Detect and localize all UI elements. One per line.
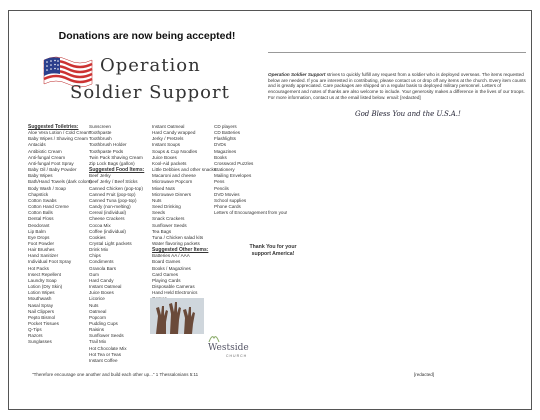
list-item: Antacids bbox=[28, 142, 46, 148]
list-item: Books / Magazines bbox=[152, 265, 191, 271]
list-item: Beef Jerky / Beef Sticks bbox=[89, 179, 138, 185]
list-item: Raisins bbox=[89, 327, 105, 333]
list-item: Lip Balm bbox=[28, 228, 46, 234]
list-item: Nail Clippers bbox=[28, 308, 55, 314]
list-item: Pens bbox=[214, 179, 225, 185]
church-subtitle: CHURCH bbox=[226, 354, 248, 358]
list-item: Water flavoring packets bbox=[152, 240, 200, 246]
list-item: Popcorn bbox=[89, 314, 107, 320]
list-item: CD Batteries bbox=[214, 130, 241, 136]
list-item: Nasal Spray bbox=[28, 302, 54, 308]
list-item: Pencils bbox=[214, 185, 229, 191]
list-item: Baby Oil / Baby Powder bbox=[28, 167, 77, 173]
list-item: Zip Lock Bags (gallon) bbox=[89, 160, 135, 166]
list-item: Granola Bars bbox=[89, 265, 117, 271]
list-item: Toothbrush Holder bbox=[89, 142, 127, 148]
list-item: Magazines bbox=[214, 148, 237, 154]
list-item: Letters of Encouragement from you! bbox=[214, 210, 288, 216]
list-item: Nuts bbox=[89, 302, 99, 308]
list-item: Little Debbies and other snacks bbox=[152, 167, 217, 173]
list-item: Gum bbox=[89, 271, 99, 277]
list-item: Microwave Popcorn bbox=[152, 179, 193, 185]
list-item: Hard Candy wrapped bbox=[152, 130, 196, 136]
list-item: Pocket Tissues bbox=[28, 321, 59, 326]
list-item: Hair Brushes bbox=[28, 247, 55, 253]
list-item: Tea Bags bbox=[152, 228, 172, 234]
list-item: Crossword Puzzles bbox=[214, 160, 254, 166]
list-item: Phone Cards bbox=[214, 204, 241, 210]
list-item: Flashlights bbox=[214, 136, 236, 142]
list-item: Mailing Envelopes bbox=[214, 173, 252, 179]
list-item: Canned Tuna (pop-top) bbox=[89, 197, 137, 203]
list-item: Canned Chicken (pop-top) bbox=[89, 185, 143, 191]
list-item: Mouthwash bbox=[28, 296, 52, 302]
list-item: Toothpaste Pods bbox=[89, 148, 124, 154]
list-item: Disposable Cameras bbox=[152, 284, 195, 290]
list-item: Snack Crackers bbox=[152, 216, 185, 222]
list-item: DVD Movies bbox=[214, 191, 240, 197]
list-item: Toothbrush bbox=[89, 136, 112, 142]
list-item: Instant Oatmeal bbox=[152, 124, 185, 129]
list-item: Hot Packs bbox=[28, 265, 49, 271]
list-item: Juice Boxes bbox=[152, 154, 177, 160]
list-item: Trail Mix bbox=[89, 339, 107, 345]
food-heading: Suggested Food Items: bbox=[89, 167, 145, 174]
list-item: Dental Floss bbox=[28, 216, 54, 222]
list-item: Deodorant bbox=[28, 222, 50, 228]
list-item: Cotton Balls bbox=[28, 210, 53, 216]
list-item: Anti-fungal Foot Spray bbox=[28, 160, 74, 166]
list-item: Instant Soups bbox=[152, 142, 181, 148]
brand-title-line1: Operation bbox=[100, 55, 201, 76]
list-item: Lotion (Dry Skin) bbox=[28, 284, 63, 290]
list-item: Canned Fruit (pop-top) bbox=[89, 191, 136, 197]
list-item: Body Wash / Soap bbox=[28, 185, 66, 191]
thank-you-note: Thank You for your support America! bbox=[249, 244, 297, 257]
intro-body: strives to quickly fulfill any request from a soldier who is deployed overseas. The items requested below are needed. If you are interested in contributing, please contact us or drop off any items at the church. Every item counts and is greatly appreciated. Care packages are shipped on a regular basis to deployed military personnel. Letters of encouragement and notes of thanks are also welcome to include. Your generosity makes a difference in the lives of our troops. For more information, contact us at the email listed below. bbox=[268, 72, 526, 100]
list-item: Cocoa Mix bbox=[89, 222, 111, 228]
list-item: Seeds bbox=[152, 210, 166, 216]
list-item: Anti-fungal Cream bbox=[28, 154, 66, 160]
list-item: Cotton Swabs bbox=[28, 197, 57, 203]
list-item: Sunglasses bbox=[28, 339, 52, 345]
list-item: DVDs bbox=[214, 142, 226, 148]
church-logo-icon bbox=[208, 333, 220, 343]
list-item: Card Games bbox=[152, 271, 179, 277]
list-item: Board Games bbox=[152, 259, 181, 265]
list-item: Sunflower Seeds bbox=[89, 333, 124, 339]
intro-email: email: [redacted] bbox=[386, 94, 421, 100]
list-item: Twin Pack Shaving Cream bbox=[89, 154, 143, 160]
list-item: Beef Jerky bbox=[89, 173, 111, 179]
list-item: Jerky / Pretzels bbox=[152, 136, 184, 142]
list-item: Instant Oatmeal bbox=[89, 284, 122, 290]
list-item: Hand Held Electronics bbox=[152, 290, 198, 296]
list-item: Playing Cards bbox=[152, 277, 181, 283]
list-item: Chapstick bbox=[28, 191, 49, 197]
list-item: Cereal (individual) bbox=[89, 210, 127, 216]
misc-column bbox=[152, 124, 216, 309]
list-item: Cheese Crackers bbox=[89, 216, 125, 222]
list-item: Microwave Dinners bbox=[152, 191, 192, 197]
list-item: Candy (non-melting) bbox=[89, 204, 131, 210]
list-item: Coffee (individual) bbox=[89, 228, 126, 234]
list-item: Oatmeal bbox=[89, 308, 107, 314]
list-item: Foot Powder bbox=[28, 240, 55, 246]
list-item: Cotton Hand Creme bbox=[28, 204, 69, 210]
church-name: Westside bbox=[208, 343, 249, 353]
list-item: Seed Drinking bbox=[152, 204, 181, 210]
list-item: Hot Chocolate Mix bbox=[89, 345, 127, 351]
list-item: Kool-Aid packets bbox=[152, 160, 187, 166]
list-item: Lotion Wipes bbox=[28, 290, 55, 296]
list-item: Insect Repellent bbox=[28, 271, 61, 277]
list-item: Licorice bbox=[89, 296, 105, 302]
list-item: Mixed Nuts bbox=[152, 185, 175, 191]
list-item: Hot Tea or Teas bbox=[89, 351, 122, 357]
list-item: Aloe Vera Lotion / Cold Cream bbox=[28, 130, 91, 136]
footer-quote: "Therefore encourage one another and build each other up..." 1 Thessalonians 5:11 bbox=[32, 372, 199, 377]
list-item: Hard Candy bbox=[89, 277, 114, 283]
list-item: Soups & Cup Noodles bbox=[152, 148, 198, 154]
list-item: CD players bbox=[214, 124, 237, 129]
list-item: Nuts bbox=[152, 197, 162, 203]
footer-email: [redacted] bbox=[414, 372, 435, 377]
list-item: Hand Sanitizer bbox=[28, 253, 59, 259]
list-item: Bath/Hand Towels (dark colors) bbox=[28, 179, 92, 185]
list-item: Toothpaste bbox=[89, 130, 112, 136]
list-item: Q-Tips bbox=[28, 327, 42, 333]
closing-blessing: God Bless You and the U.S.A.! bbox=[355, 110, 461, 118]
toiletries-column bbox=[28, 124, 92, 346]
list-item: Cookies bbox=[89, 234, 106, 240]
list-item: Pepto Bismol bbox=[28, 314, 56, 320]
intro-lead: Operation Soldier Support bbox=[268, 72, 326, 77]
list-item: Chips bbox=[89, 253, 101, 259]
list-item: Condiments bbox=[89, 259, 114, 265]
food-column bbox=[89, 124, 144, 364]
list-item: Baby Wipes bbox=[28, 173, 53, 179]
list-item: Razors bbox=[28, 333, 43, 339]
raised-hands-image bbox=[150, 298, 204, 334]
donation-banner: Donations are now being accepted! bbox=[58, 30, 236, 42]
list-item: Antibiotic Cream bbox=[28, 148, 62, 154]
list-item: Sunscreen bbox=[89, 124, 111, 129]
list-item: Tuna / Chicken salad kits bbox=[152, 234, 204, 240]
list-item: Sunflower Seeds bbox=[152, 222, 187, 228]
other-items-heading: Suggested Other Items: bbox=[152, 247, 209, 254]
list-item: Stationery bbox=[214, 167, 235, 173]
list-item: School supplies bbox=[214, 197, 247, 203]
list-item: Eye Drops bbox=[28, 234, 50, 240]
list-item: Individual Foot Spray bbox=[28, 259, 72, 265]
extra-column bbox=[214, 124, 287, 216]
list-item: Pudding Cups bbox=[89, 321, 118, 326]
divider bbox=[268, 52, 526, 53]
list-item: Laundry Soap bbox=[28, 277, 57, 283]
list-item: Crystal Light packets bbox=[89, 240, 132, 246]
list-item: Macaroni and cheese bbox=[152, 173, 196, 179]
brand-title-line2: Soldier Support bbox=[70, 82, 230, 103]
list-item: Drink Mix bbox=[89, 247, 109, 253]
list-item: Batteries AA / AAA bbox=[152, 253, 190, 259]
intro-paragraph bbox=[268, 72, 526, 101]
list-item: Juice Boxes bbox=[89, 290, 114, 296]
list-item: Baby Wipes / Shaving Cream bbox=[28, 136, 88, 142]
list-item: Books bbox=[214, 154, 227, 160]
toiletries-heading: Suggested Toiletries: bbox=[28, 124, 79, 130]
list-item: Instant Coffee bbox=[89, 357, 118, 363]
